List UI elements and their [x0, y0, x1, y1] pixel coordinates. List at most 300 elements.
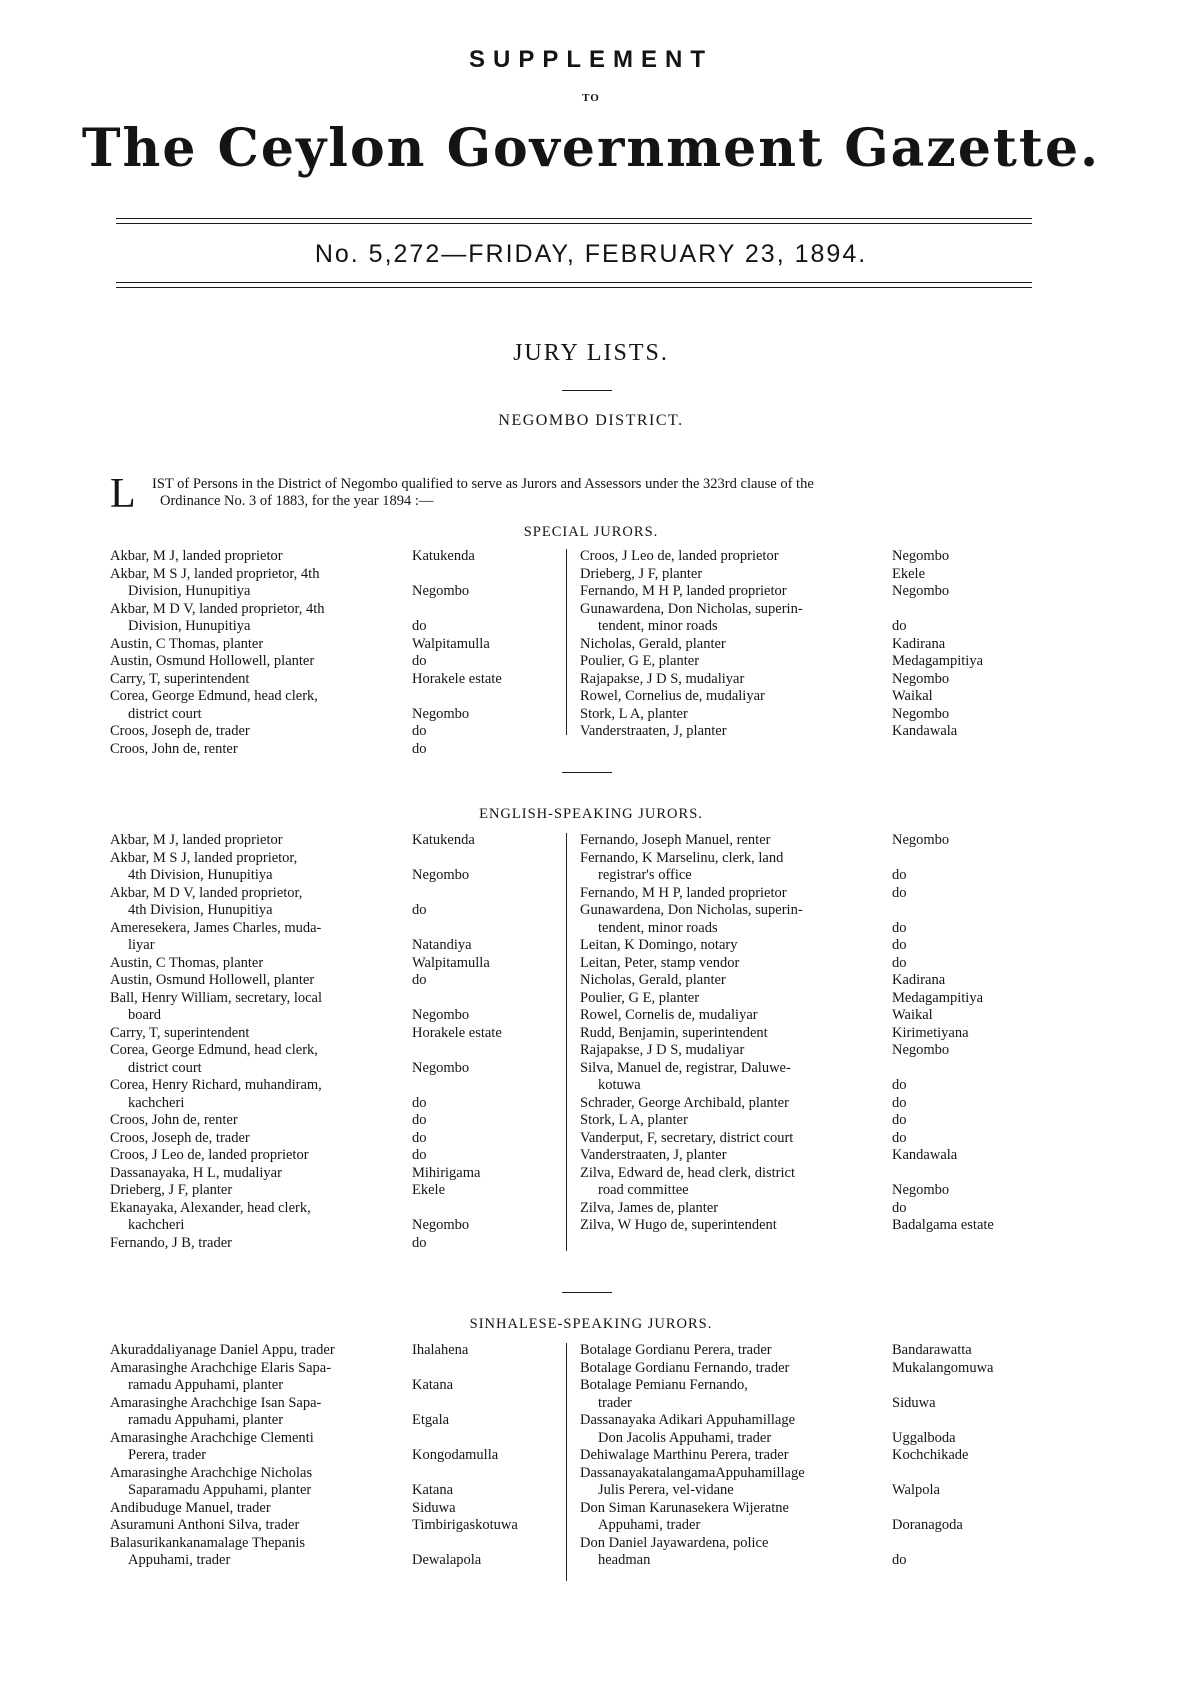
juror-row [580, 1500, 1052, 1535]
juror-residence: Medagampitiya [892, 653, 984, 669]
juror-residence: Walpola [892, 1482, 940, 1498]
juror-name [110, 548, 412, 566]
juror-row [580, 706, 1052, 724]
juror-row [580, 653, 1052, 671]
juror-row [110, 1147, 562, 1165]
juror-residence: Walpitamulla [412, 635, 490, 652]
juror-name-line: Austin, C Thomas, planter [110, 635, 264, 652]
juror-residence: do [412, 723, 427, 739]
juror-name-line: Akbar, M J, landed proprietor [110, 832, 283, 848]
juror-name [110, 653, 412, 671]
juror-name [580, 832, 892, 850]
juror-name-line: Gunawardena, Don Nicholas, superin- [580, 902, 803, 918]
juror-name-line: 4th Division, Hunupitiya [128, 902, 273, 918]
juror-name [580, 548, 892, 566]
juror-name [580, 1165, 892, 1200]
juror-name [580, 566, 892, 584]
juror-name-line: Asuramuni Anthoni Silva, trader [110, 1517, 300, 1533]
juror-name [580, 1447, 892, 1465]
juror-residence: Negombo [892, 1042, 950, 1058]
juror-name-line: Croos, J Leo de, landed proprietor [110, 1147, 309, 1163]
juror-row [580, 636, 1052, 654]
juror-residence: Negombo [892, 1182, 950, 1198]
juror-name [110, 1430, 412, 1465]
juror-residence: Negombo [892, 583, 950, 599]
juror-name-line: Rajapakse, J D S, mudaliyar [580, 1042, 745, 1058]
juror-name-line: kachcheri [128, 1217, 185, 1233]
gazette-title: The Ceylon Government Gazette. [81, 118, 1101, 179]
juror-name [110, 1395, 412, 1430]
juror-residence: do [892, 618, 907, 634]
juror-name-line: Don Siman Karunasekera Wijeratne [580, 1499, 789, 1516]
juror-name [580, 636, 892, 654]
juror-name-line: Amarasinghe Arachchige Clementi [110, 1429, 314, 1446]
juror-name [110, 1235, 412, 1253]
juror-name [110, 688, 412, 723]
juror-row [580, 1342, 1052, 1360]
juror-name-line: Fernando, M H P, landed proprietor [580, 583, 787, 599]
intro-paragraph [110, 471, 1040, 517]
juror-row [110, 1395, 562, 1430]
juror-name-line: Drieberg, J F, planter [110, 1182, 233, 1198]
juror-name [110, 955, 412, 973]
juror-residence: Kochchikade [892, 1447, 969, 1463]
juror-name-line: Fernando, M H P, landed proprietor [580, 884, 787, 901]
juror-residence: do [892, 1112, 907, 1128]
masthead-rule-top-thin [116, 223, 1032, 224]
juror-name [580, 723, 892, 741]
juror-name [110, 990, 412, 1025]
juror-name-line: 4th Division, Hunupitiya [128, 867, 273, 883]
juror-name-line: Croos, Joseph de, trader [110, 723, 250, 739]
juror-name [110, 1535, 412, 1570]
juror-residence: do [892, 867, 907, 883]
juror-row [110, 601, 562, 636]
juror-name [580, 601, 892, 636]
juror-row [580, 1060, 1052, 1095]
special-left-list [110, 548, 562, 758]
juror-name-line: Rudd, Benjamin, superintendent [580, 1024, 768, 1041]
juror-row [580, 688, 1052, 706]
juror-row [110, 885, 562, 920]
juror-name [110, 1342, 412, 1360]
juror-name [110, 1165, 412, 1183]
juror-name [580, 1412, 892, 1447]
juror-residence: Negombo [892, 705, 950, 722]
juror-residence: Bandarawatta [892, 1342, 972, 1358]
juror-row [110, 972, 562, 990]
english-divider [562, 1292, 612, 1293]
juror-residence: do [892, 1199, 907, 1216]
juror-row [110, 1500, 562, 1518]
juror-name [110, 741, 412, 759]
juror-residence: Mukalangomuwa [892, 1359, 994, 1376]
section-title-sinhalese: SINHALESE-SPEAKING JURORS. [469, 1316, 713, 1332]
intro-line-1: IST of Persons in the District of Negombo qualified to serve as Jurors and Assessors under the 323rd clause of the [152, 476, 814, 492]
juror-name-line: Akbar, M D V, landed proprietor, [110, 884, 303, 901]
juror-name-line: Leitan, Peter, stamp vendor [580, 954, 740, 971]
juror-row [110, 1342, 562, 1360]
juror-row [580, 1007, 1052, 1025]
juror-name-line: Silva, Manuel de, registrar, Daluwe- [580, 1059, 791, 1076]
juror-residence: do [412, 740, 427, 757]
juror-name [580, 955, 892, 973]
juror-name-line: Austin, Osmund Hollowell, planter [110, 972, 315, 988]
juror-row [580, 548, 1052, 566]
juror-residence: Horakele estate [412, 1024, 502, 1041]
juror-name-line: district court [128, 1059, 202, 1076]
juror-name-line: Akuraddaliyanage Daniel Appu, trader [110, 1342, 335, 1358]
juror-name [580, 1112, 892, 1130]
juror-name [580, 990, 892, 1008]
juror-residence: do [412, 653, 427, 669]
juror-name [110, 832, 412, 850]
juror-name-line: Poulier, G E, planter [580, 653, 700, 669]
juror-residence: Negombo [412, 867, 470, 883]
masthead-rule-top [116, 218, 1032, 219]
section-title-english: ENGLISH-SPEAKING JURORS. [479, 806, 703, 822]
juror-name-line: Ameresekera, James Charles, muda- [110, 919, 322, 936]
juror-name-line: registrar's office [598, 867, 692, 883]
juror-name [110, 566, 412, 601]
juror-name-line: Corea, George Edmund, head clerk, [110, 688, 318, 704]
juror-name-line: Croos, J Leo de, landed proprietor [580, 548, 779, 564]
juror-residence: do [412, 1094, 427, 1111]
juror-row [110, 1025, 562, 1043]
juror-name-line: Division, Hunupitiya [128, 618, 251, 634]
juror-name [580, 1007, 892, 1025]
juror-name-line: DassanayakatalangamaAppuhamillage [580, 1464, 805, 1481]
juror-residence: do [892, 937, 907, 953]
english-left-list [110, 832, 562, 1252]
juror-residence: do [892, 1552, 907, 1568]
juror-residence: do [412, 1147, 427, 1163]
juror-residence: Negombo [412, 583, 470, 599]
juror-name [580, 1535, 892, 1570]
juror-row [110, 990, 562, 1025]
juror-name-line: Drieberg, J F, planter [580, 565, 703, 582]
juror-name-line: Croos, John de, renter [110, 1112, 238, 1128]
juror-name-line: Carry, T, superintendent [110, 1024, 250, 1041]
heading-divider [562, 390, 612, 391]
juror-name [110, 1025, 412, 1043]
juror-residence: do [892, 1077, 907, 1093]
juror-name-line: Dassanayaka, H L, mudaliyar [110, 1164, 282, 1181]
juror-residence: do [412, 902, 427, 918]
juror-name-line: Corea, Henry Richard, muhandiram, [110, 1077, 322, 1093]
juror-name-line: Croos, John de, renter [110, 740, 238, 757]
juror-name-line: Botalage Gordianu Perera, trader [580, 1342, 772, 1358]
juror-name-line: trader [598, 1394, 632, 1411]
juror-row [110, 636, 562, 654]
juror-name [580, 902, 892, 937]
juror-residence: Kandawala [892, 723, 958, 739]
issue-rule-thin [116, 282, 1032, 283]
juror-row [110, 832, 562, 850]
juror-residence: Negombo [892, 548, 950, 564]
juror-name-line: Nicholas, Gerald, planter [580, 972, 726, 988]
juror-residence: Ekele [412, 1182, 446, 1198]
juror-row [110, 1535, 562, 1570]
english-right-list [580, 832, 1052, 1235]
page-heading: JURY LISTS. [513, 340, 669, 366]
juror-residence: Uggalboda [892, 1429, 956, 1446]
juror-name [110, 1077, 412, 1112]
juror-name-line: Vanderstraaten, J, planter [580, 723, 727, 739]
juror-name [580, 885, 892, 903]
juror-residence: do [892, 919, 907, 936]
juror-name [580, 1130, 892, 1148]
juror-name [580, 850, 892, 885]
district-heading: NEGOMBO DISTRICT. [498, 412, 684, 429]
juror-name-line: Nicholas, Gerald, planter [580, 635, 726, 652]
juror-name-line: Gunawardena, Don Nicholas, superin- [580, 600, 803, 617]
juror-name-line: Dassanayaka Adikari Appuhamillage [580, 1412, 796, 1428]
juror-residence: Mihirigama [412, 1164, 481, 1181]
juror-row [580, 955, 1052, 973]
juror-residence: Horakele estate [412, 670, 502, 687]
intro-line-2: Ordinance No. 3 of 1883, for the year 1894 :— [160, 493, 434, 509]
juror-residence: Negombo [892, 832, 950, 848]
juror-name [110, 1360, 412, 1395]
juror-name-line: tendent, minor roads [598, 919, 718, 936]
juror-name [580, 972, 892, 990]
juror-name-line: Dehiwalage Marthinu Perera, trader [580, 1447, 789, 1463]
juror-row [580, 1360, 1052, 1378]
juror-name-line: Don Daniel Jayawardena, police [580, 1534, 769, 1551]
juror-row [110, 850, 562, 885]
juror-name-line: Vanderstraaten, J, planter [580, 1147, 727, 1163]
juror-name-line: tendent, minor roads [598, 618, 718, 634]
juror-name [580, 583, 892, 601]
issue-line: No. 5,272—FRIDAY, FEBRUARY 23, 1894. [314, 240, 868, 268]
special-column-divider [566, 549, 567, 735]
juror-row [580, 850, 1052, 885]
juror-name-line: Leitan, K Domingo, notary [580, 937, 738, 953]
juror-name-line: Akbar, M S J, landed proprietor, [110, 849, 298, 866]
juror-row [580, 990, 1052, 1008]
juror-residence: Siduwa [412, 1499, 456, 1516]
juror-row [580, 1112, 1052, 1130]
juror-row [110, 688, 562, 723]
juror-name [580, 1465, 892, 1500]
juror-row [580, 937, 1052, 955]
supplement-label: SUPPLEMENT [468, 46, 713, 73]
juror-name-line: Botalage Gordianu Fernando, trader [580, 1359, 790, 1376]
juror-name-line: Perera, trader [128, 1447, 207, 1463]
juror-residence: Walpitamulla [412, 954, 490, 971]
juror-name [580, 706, 892, 724]
juror-name-line: Balasurikankanamalage Thepanis [110, 1534, 306, 1551]
juror-name-line: Rowel, Cornelius de, mudaliyar [580, 688, 765, 704]
juror-name [580, 1200, 892, 1218]
special-right-list [580, 548, 1052, 741]
juror-name [580, 1042, 892, 1060]
juror-row [110, 1430, 562, 1465]
juror-name-line: headman [598, 1552, 651, 1568]
juror-name [110, 1130, 412, 1148]
juror-row [580, 671, 1052, 689]
to-label: TO [582, 92, 600, 104]
juror-name-line: Rowel, Cornelis de, mudaliyar [580, 1007, 758, 1023]
sinhalese-right-list [580, 1342, 1052, 1570]
juror-name [110, 1112, 412, 1130]
juror-name-line: Amarasinghe Arachchige Nicholas [110, 1464, 313, 1481]
juror-residence: Kirimetiyana [892, 1024, 969, 1041]
juror-name [580, 1377, 892, 1412]
juror-name-line: Akbar, M J, landed proprietor [110, 548, 283, 564]
juror-row [110, 548, 562, 566]
juror-residence: do [412, 972, 427, 988]
drop-cap: L [110, 471, 136, 517]
juror-residence: Waikal [892, 1007, 933, 1023]
juror-name-line: Ball, Henry William, secretary, local [110, 989, 323, 1006]
juror-residence: do [412, 1234, 427, 1251]
juror-row [580, 1025, 1052, 1043]
juror-row [110, 1200, 562, 1235]
juror-name-line: liyar [128, 937, 155, 953]
juror-name-line: Stork, L A, planter [580, 705, 688, 722]
juror-name-line: Schrader, George Archibald, planter [580, 1094, 789, 1111]
juror-row [580, 723, 1052, 741]
juror-name-line: Saparamadu Appuhami, planter [128, 1482, 312, 1498]
juror-residence: Badalgama estate [892, 1217, 994, 1233]
juror-name-line: district court [128, 705, 202, 722]
juror-residence: do [892, 1129, 907, 1146]
juror-name-line: Amarasinghe Arachchige Elaris Sapa- [110, 1359, 332, 1376]
juror-residence: do [412, 1112, 427, 1128]
juror-row [580, 902, 1052, 937]
juror-name-line: Andibuduge Manuel, trader [110, 1499, 271, 1516]
juror-residence: Etgala [412, 1412, 450, 1428]
juror-name-line: Croos, Joseph de, trader [110, 1129, 250, 1146]
juror-name-line: Carry, T, superintendent [110, 670, 250, 687]
juror-row [110, 1465, 562, 1500]
english-column-divider [566, 833, 567, 1251]
juror-row [110, 723, 562, 741]
juror-row [580, 566, 1052, 584]
juror-name [580, 1342, 892, 1360]
juror-name-line: ramadu Appuhami, planter [128, 1377, 284, 1393]
juror-row [580, 1412, 1052, 1447]
juror-name [580, 1360, 892, 1378]
juror-name-line: Poulier, G E, planter [580, 989, 700, 1006]
special-divider [562, 772, 612, 773]
juror-residence: Medagampitiya [892, 989, 984, 1006]
juror-name-line: Amarasinghe Arachchige Isan Sapa- [110, 1394, 322, 1411]
juror-name-line: Stork, L A, planter [580, 1112, 688, 1128]
juror-residence: Siduwa [892, 1394, 936, 1411]
juror-row [110, 1042, 562, 1077]
juror-residence: Natandiya [412, 937, 472, 953]
juror-row [580, 1535, 1052, 1570]
juror-row [580, 1130, 1052, 1148]
juror-row [580, 1377, 1052, 1412]
juror-row [110, 671, 562, 689]
juror-name [110, 885, 412, 920]
juror-row [580, 1042, 1052, 1060]
juror-residence: Katukenda [412, 548, 475, 564]
juror-name [580, 653, 892, 671]
juror-residence: Katukenda [412, 832, 475, 848]
juror-row [580, 583, 1052, 601]
juror-name-line: Vanderput, F, secretary, district court [580, 1129, 794, 1146]
juror-name [580, 1217, 892, 1235]
juror-residence: Dewalapola [412, 1552, 482, 1568]
juror-name-line: Zilva, Edward de, head clerk, district [580, 1164, 796, 1181]
juror-row [580, 1095, 1052, 1113]
juror-row [580, 1465, 1052, 1500]
juror-residence: Katana [412, 1482, 454, 1498]
juror-residence: Kandawala [892, 1147, 958, 1163]
juror-residence: Negombo [892, 670, 950, 687]
juror-row [110, 1360, 562, 1395]
juror-name [110, 1042, 412, 1077]
juror-name-line: kotuwa [598, 1077, 641, 1093]
juror-name-line: Corea, George Edmund, head clerk, [110, 1042, 318, 1058]
juror-name-line: Akbar, M D V, landed proprietor, 4th [110, 600, 325, 617]
juror-residence: do [412, 1129, 427, 1146]
juror-residence: do [892, 954, 907, 971]
sinhalese-column-divider [566, 1343, 567, 1581]
juror-name [110, 1465, 412, 1500]
juror-name [110, 1182, 412, 1200]
juror-residence: Negombo [412, 1217, 470, 1233]
juror-row [580, 1447, 1052, 1465]
juror-name-line: Ekanayaka, Alexander, head clerk, [110, 1199, 311, 1216]
juror-name [110, 636, 412, 654]
juror-name [110, 1517, 412, 1535]
juror-row [110, 1112, 562, 1130]
juror-row [110, 1182, 562, 1200]
juror-row [110, 955, 562, 973]
juror-name-line: Fernando, J B, trader [110, 1234, 233, 1251]
sinhalese-left-list [110, 1342, 562, 1570]
juror-name-line: Zilva, W Hugo de, superintendent [580, 1217, 777, 1233]
juror-residence: Doranagoda [892, 1517, 963, 1533]
juror-residence: Kadirana [892, 635, 946, 652]
juror-residence: Ihalahena [412, 1342, 469, 1358]
juror-residence: Negombo [412, 1007, 470, 1023]
juror-name [110, 601, 412, 636]
juror-residence: Timbirigaskotuwa [412, 1517, 518, 1533]
juror-name-line: Rajapakse, J D S, mudaliyar [580, 670, 745, 687]
juror-row [580, 601, 1052, 636]
juror-name [110, 671, 412, 689]
juror-name [110, 972, 412, 990]
juror-name-line: Julis Perera, vel-vidane [598, 1482, 734, 1498]
juror-residence: Kongodamulla [412, 1447, 499, 1463]
juror-name [580, 671, 892, 689]
juror-row [580, 1217, 1052, 1235]
juror-row [580, 1165, 1052, 1200]
juror-row [110, 1165, 562, 1183]
section-title-special: SPECIAL JURORS. [523, 524, 659, 540]
juror-residence: Katana [412, 1377, 454, 1393]
juror-row [110, 920, 562, 955]
juror-name-line: Austin, Osmund Hollowell, planter [110, 653, 315, 669]
juror-name-line: Austin, C Thomas, planter [110, 954, 264, 971]
juror-residence: Ekele [892, 565, 926, 582]
juror-row [580, 972, 1052, 990]
juror-row [110, 1517, 562, 1535]
juror-name [580, 1147, 892, 1165]
juror-row [580, 832, 1052, 850]
juror-name-line: Division, Hunupitiya [128, 583, 251, 599]
juror-name-line: ramadu Appuhami, planter [128, 1412, 284, 1428]
juror-name-line: Botalage Pemianu Fernando, [580, 1377, 748, 1393]
juror-name-line: board [128, 1007, 162, 1023]
